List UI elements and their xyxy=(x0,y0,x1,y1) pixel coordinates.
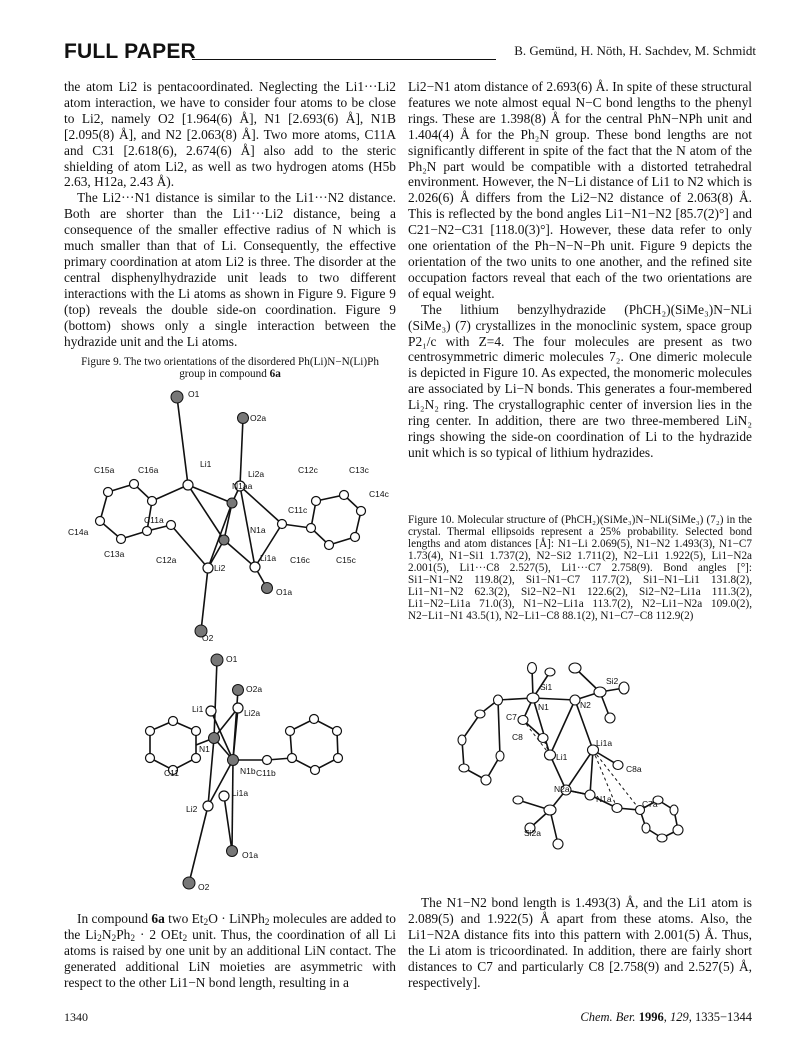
atom-label: C7 xyxy=(506,712,517,722)
atom-label: C16a xyxy=(138,465,159,475)
atom-label: Li1 xyxy=(200,459,212,469)
atom-label: C7a xyxy=(642,799,658,809)
atom-label: N1a xyxy=(596,794,612,804)
atom-label: Si2 xyxy=(606,676,619,686)
atom-label: O1 xyxy=(226,654,238,664)
atom-label: N2a xyxy=(554,784,570,794)
atom-label: Li2 xyxy=(214,563,226,573)
atom-label: N1 xyxy=(538,702,549,712)
atom-label: O1 xyxy=(188,389,200,399)
journal-citation: Chem. Ber. 1996, 129, 1335−1344 xyxy=(580,1010,752,1024)
atom-label: O1a xyxy=(276,587,293,597)
figure-9-top xyxy=(64,385,396,645)
atom-label: C14a xyxy=(68,527,89,537)
atom-label: C11a xyxy=(144,515,164,525)
atom-label: Li1a xyxy=(232,788,249,798)
page-number: 1340 xyxy=(64,1010,88,1024)
figure-10-caption xyxy=(408,514,752,622)
figure-10 xyxy=(440,660,740,890)
page-header xyxy=(64,40,756,68)
left-column-top xyxy=(64,79,396,349)
atom-label: Li2 xyxy=(186,804,198,814)
atom-label: Li1 xyxy=(556,752,568,762)
atom-label: O2a xyxy=(246,684,263,694)
left-column-bottom xyxy=(64,911,396,991)
atom-label: C15a xyxy=(94,465,115,475)
header-authors: B. Gemünd, H. Nöth, H. Sachdev, M. Schmidt xyxy=(514,43,756,58)
journal-name: Chem. Ber. xyxy=(580,1010,636,1024)
figure-9-caption-line1: Figure 9. The two orientations of the disordered Ph(Li)N−N(Li)Ph xyxy=(81,356,379,368)
header-rule xyxy=(192,59,496,60)
atom-label: C12a xyxy=(156,555,177,565)
atom-label: O1a xyxy=(242,850,259,860)
atom-label: Li1a xyxy=(596,738,613,748)
atom-label: C14c xyxy=(369,489,389,499)
atom-label: Li2a xyxy=(244,708,261,718)
right-column-bottom xyxy=(408,895,752,990)
journal-volume: 129 xyxy=(669,1010,689,1024)
left-paragraph-3: In compound 6a two $Et_2O$ · LiNPh$_2$ molecules are added to the $Li_2N_2Ph_2 \cdot 2$ OEt$_2$ unit. Thus, the coordination of all Li atoms is raised by one unit by an additional LiN contact. The generated additional LiN moieties are asymmetric with respect to the other Li1−N bond length, resulting in a xyxy=(64,911,396,990)
atom-label: O2a xyxy=(250,413,267,423)
figure-9-caption-compound: 6a xyxy=(269,368,281,380)
atom-label: O2 xyxy=(198,882,210,892)
atom-label: N1aa xyxy=(232,481,253,491)
atom-label: N1 xyxy=(199,744,210,754)
figure-9-bottom xyxy=(64,648,396,898)
journal-year: 1996 xyxy=(638,1010,664,1024)
figure-9-caption-line2: group in compound xyxy=(179,368,270,380)
right-paragraph-2: The lithium benzylhydrazide (PhCH₂)(SiMe₃)N−NLi (SiMe₃) (7) crystallizes in the monoclinic system, space group P2₁/c with Z=4. The four molecules are present as two centrosymmetric dimeric molecules 7₂. One dimeric molecule is depicted in Figure 10. As expected, the monomeric molecules are associated by Li−N bonds. This generates a four-membered Li₂N₂ ring. The crystallographic center of inversion lies in the ring center. In addition, there are two three-membered LiN₂ rings showing the side-on coordination of Li to the hydrazide unit which is so typical of lithium hydrazides. xyxy=(408,301,752,460)
section-kind: FULL PAPER xyxy=(64,40,196,63)
atom-label: N1a xyxy=(250,525,266,535)
atom-label: C16c xyxy=(290,555,310,565)
figure-9-caption xyxy=(64,356,396,380)
figure-9-caption-text xyxy=(64,356,396,380)
atom-label: C13a xyxy=(104,549,125,559)
journal-pages: , 1335−1344 xyxy=(688,1010,752,1024)
atom-label: O2 xyxy=(202,633,214,643)
atom-label: Li1 xyxy=(192,704,204,714)
left-paragraph-1: the atom Li2 is pentacoordinated. Neglecting the Li1···Li2 atom interaction, we have to consider four atoms to be close to Li2, namely O2 [1.964(6) Å], N1 [2.693(6) Å], N1B [2.095(8) Å], and N2 [2.063(8) Å]. Two more atoms, C11A and C31 [2.618(6), 2.674(6) Å] also add to the steric shielding of atom Li2, as well as two hydrogen atoms (H5b 2.63, H12a, 2.43 Å). xyxy=(64,79,396,190)
atom-label: Li1a xyxy=(260,553,277,563)
atom-label: C8a xyxy=(626,764,642,774)
atom-label: Li2a xyxy=(248,469,265,479)
right-column-top xyxy=(408,79,752,461)
atom-label: Si2a xyxy=(524,828,542,838)
atom-label: C11c xyxy=(288,505,308,515)
atom-label: N2 xyxy=(580,700,591,710)
atom-label: N1b xyxy=(240,766,256,776)
right-paragraph-1: Li2−N1 atom distance of 2.693(6) Å. In spite of these structural features we note almost equal N−C bond lengths to the phenyl rings. These are 1.398(8) Å for the central PhN−NPh unit and 1.404(4) Å for the Ph₂N group. These bond lengths are not significantly different in spite of the fact that the N atom of the Ph₂N part would be compatible with a distorted tetrahedral environment. However, the N−Li distance of Li1 to N2 which is 2.026(6) Å differs from the Li2−N2 distance of 2.063(8) Å. This is reflected by the bond angles Li1−N1−N2 [85.7(2)°] and C21−N2−C31 [118.0(3)°]. However, these data refer to only one orientation of the Ph−N−N−Ph unit. Figure 9 depicts the orientation of the two units to one another, and the refined site occupation factors reveal that each of the two orientations are of equal weight. xyxy=(408,79,752,301)
figure-9-bottom-svg xyxy=(64,648,396,898)
left-paragraph-2: The Li2···N1 distance is similar to the Li1···N2 distance. Both are shorter than the Li1···Li2 distance, being a consequence of the smaller effective radius of N which is much smaller than that of Li. Consequently, the effective primary coordination at atom Li2 is three. The disorder at the central disphenylhydrazide unit leads to two different interactions with the Li atoms as shown in Figure 9. Figure 9 (top) reveals the double side-on coordination. Figure 9 (bottom) shows only a single interaction between the hydrazide unit and the Li atoms. xyxy=(64,190,396,349)
atom-label: C13c xyxy=(349,465,369,475)
atom-label: C15c xyxy=(336,555,356,565)
atom-label: Si1 xyxy=(540,682,553,692)
atom-label: C12c xyxy=(298,465,318,475)
right-paragraph-3: The N1−N2 bond length is 1.493(3) Å, and the Li1 atom is 2.089(5) and 1.922(5) Å apart from these atoms. Also, the Li1−N2A distance fits into this pattern with 2.001(5) Å. Thus, the Li atom is tricoordinated. In addition, there are fairly short distances to C7 and particularly C8 [2.758(9) and 2.527(5) Å, respectively]. xyxy=(408,895,752,990)
atom-label: C8 xyxy=(512,732,523,742)
atom-label: C11 xyxy=(164,768,179,778)
figure-9-top-svg xyxy=(64,385,396,645)
figure-10-caption-text: Figure 10. Molecular structure of (PhCH₂)(SiMe₃)N−NLi(SiMe₃) (7₂) in the crystal. Thermal ellipsoids represent a 25% probability. Selected bond lengths and atom distances [Å]: N1−Li 2.069(5), N1−N2 1.493(3), N1−C7 1.73(4), N1−Si1 1.737(2), N2−Si2 1.711(2), N2−Li1 1.922(5), Li1−N2a 2.001(5), Li1···C8 2.527(5), Li1···C7 2.758(9). Bond angles [°]: Si1−N1−N2 119.8(2), Si1−N1−C7 117.7(2), Si1−N1−Li1 131.8(2), Li1−N1−N2 62.3(2), Si2−N2−N1 122.6(2), Si2−N2−Li1a 111.3(2), Li1−N2−Li1a 71.0(3), N1−N2−Li1a 113.7(2), N2−Li1−N2a 109.0(2), N2−Li1−N1 43.5(1), N2−Li1−C8 88.1(2), N1−C7−C8 112.9(2) xyxy=(408,514,752,622)
figure-10-svg xyxy=(440,660,740,890)
atom-label: C11b xyxy=(256,768,276,778)
